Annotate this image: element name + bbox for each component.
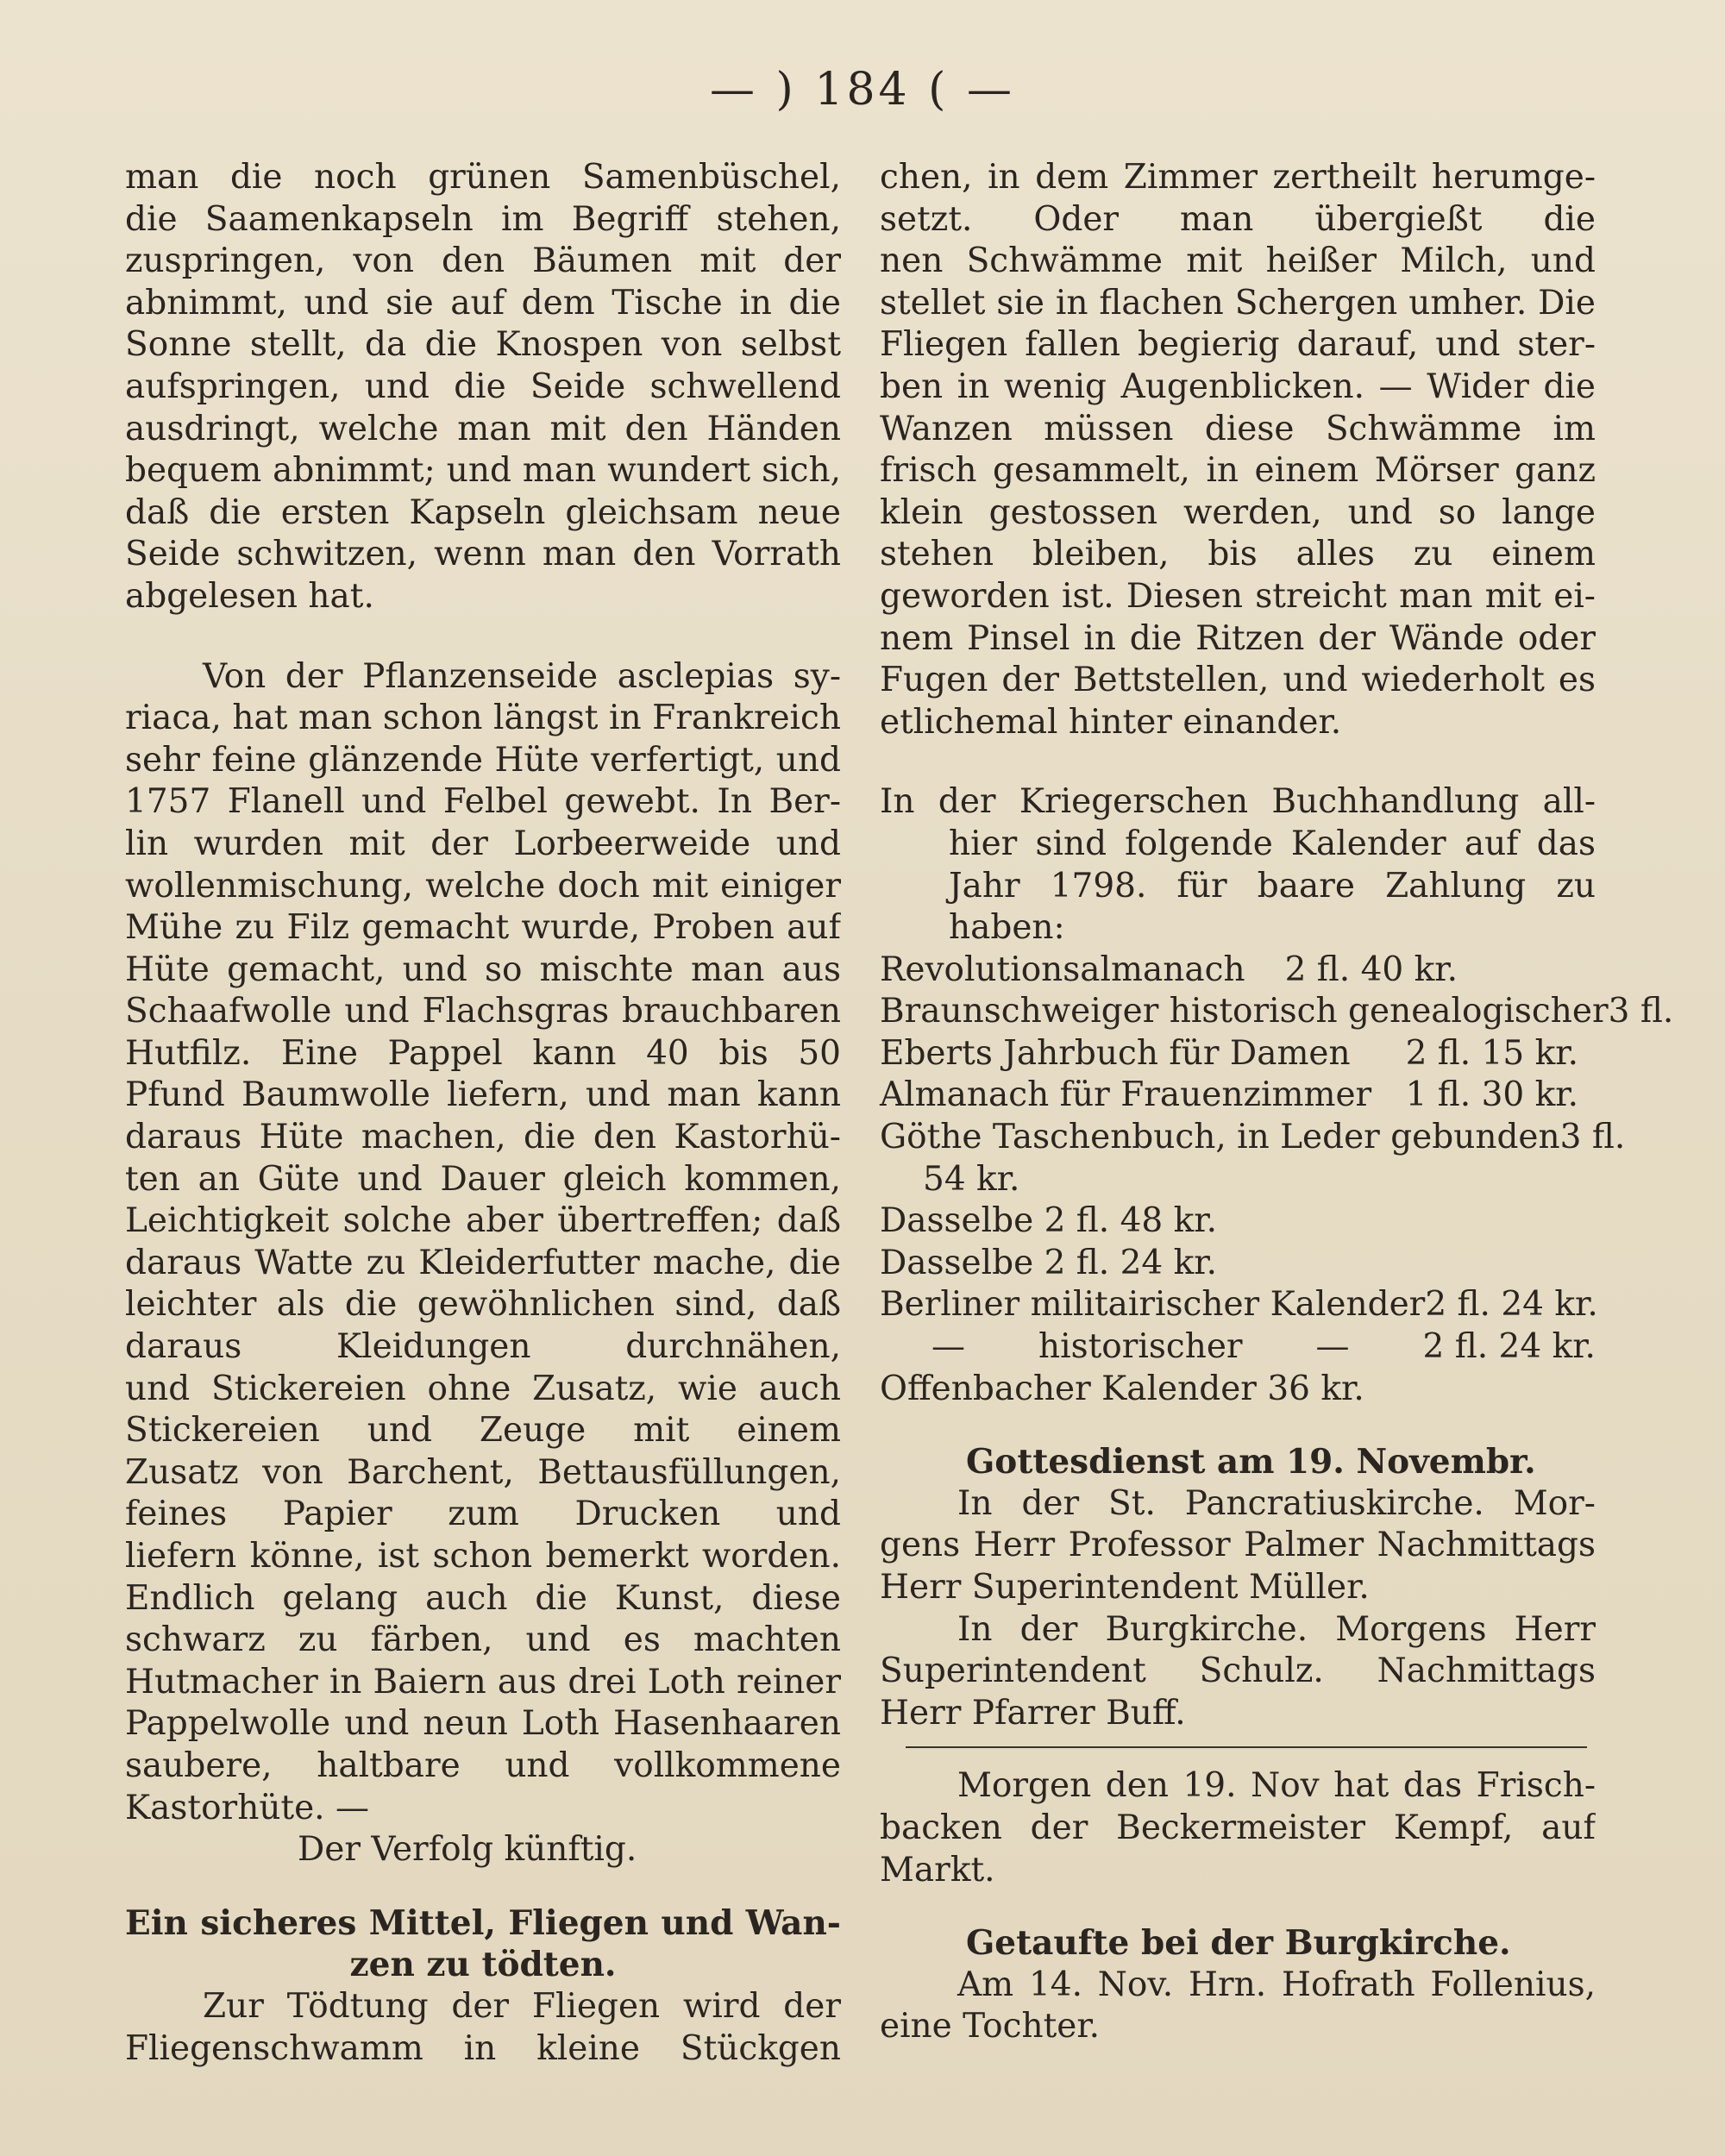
text-line: Zusatz von Barchent, Bettausfüllungen, (125, 1452, 841, 1492)
paragraph-seed-silk (125, 157, 841, 618)
calendar-name: Berliner militairischer Kalender (880, 1285, 1426, 1325)
text-line: wollenmischung, welche doch mit einiger (125, 866, 841, 906)
ditto-dash: — (932, 1327, 965, 1367)
continued-note: Der Verfolg künftig. (298, 1830, 637, 1870)
text-line: man die noch grünen Samenbüschel, (125, 158, 841, 197)
text-line: stehen bleiben, bis alles zu einem (880, 535, 1596, 574)
text-line: abnimmt, und sie auf dem Tische in die (125, 283, 841, 323)
calendar-name: historischer (1038, 1327, 1243, 1367)
text-line: ausdringt, welche man mit den Händen (125, 409, 841, 448)
text-line: und Stickereien ohne Zusatz, wie auch (125, 1369, 841, 1408)
baptized-heading: Getaufte bei der Burgkirche. (966, 1923, 1511, 1964)
text-line: Leichtigkeit solche aber übertreffen; daß (125, 1201, 841, 1241)
paragraph-flies (880, 157, 1596, 743)
right-column (880, 157, 1674, 2048)
text-line: daraus Watte zu Kleiderfutter mache, die (125, 1243, 841, 1282)
text-line: klein gestossen werden, und so lange (880, 492, 1596, 532)
article-heading: Ein sicheres Mittel, Fliegen und Wan- (125, 1902, 841, 1943)
text-line: nen Schwämme mit heißer Milch, und (880, 241, 1596, 281)
church-services (880, 1441, 1596, 1734)
text-line: liefern könne, ist schon bemerkt worden. (125, 1537, 841, 1576)
calendar-price: 2 fl. 24 kr. (1044, 1243, 1217, 1282)
calendar-item (880, 1243, 1596, 1285)
text-line: ben in wenig Augenblicken. — Wider die (880, 367, 1596, 406)
text-line: ten an Güte und Dauer gleich kommen, (125, 1159, 841, 1199)
text-line: Am 14. Nov. Hrn. Hofrath Follenius, (957, 1965, 1596, 2004)
text-line: Herr Superintendent Müller. (880, 1568, 1370, 1607)
text-line: Fugen der Bettstellen, und wiederholt es (880, 661, 1596, 700)
text-line: riaca, hat man schon längst in Frankreich (125, 699, 841, 738)
calendar-price: 36 kr. (1267, 1369, 1364, 1408)
text-line: daß die ersten Kapseln gleichsam neue (125, 492, 841, 532)
text-line: Sonne stellt, da die Knospen von selbst (125, 325, 841, 365)
text-line: 1757 Flanell und Felbel gewebt. In Ber- (125, 782, 841, 822)
calendar-item (880, 1369, 1596, 1411)
calendar-name: Eberts Jahrbuch für Damen (880, 1033, 1351, 1073)
calendar-name: Braunschweiger historisch genealogischer (880, 992, 1609, 1031)
text-line: Zur Tödtung der Fliegen wird der (203, 1986, 841, 2026)
calendar-name: Dasselbe (880, 1243, 1034, 1282)
ad-heading: In der Kriegerschen Buchhandlung all- (880, 782, 1596, 822)
calendar-name: Dasselbe (880, 1201, 1034, 1241)
text-line: saubere, haltbare und vollkommene (125, 1745, 841, 1785)
text-line: Seide schwitzen, wenn man den Vorrath (125, 535, 841, 574)
text-line: bequem abnimmt; und man wundert sich, (125, 451, 841, 491)
text-line: Fliegenschwamm in kleine Stückgen (125, 2028, 841, 2068)
text-line: haben: (949, 908, 1065, 948)
ditto-dash: — (1315, 1327, 1350, 1367)
calendar-item (880, 1033, 1596, 1075)
text-line: leichter als die gewöhnlichen sind, daß (125, 1285, 841, 1325)
calendar-price: 2 fl. 24 kr. (1425, 1285, 1598, 1325)
calendar-price: 3 fl. (1559, 1118, 1626, 1157)
text-line: lin wurden mit der Lorbeerweide und (125, 824, 841, 863)
calendar-price-cont: 54 kr. (923, 1159, 1020, 1199)
calendar-price: 2 fl. 24 kr. (1422, 1327, 1596, 1367)
text-line: Morgen den 19. Nov hat das Frisch- (957, 1766, 1596, 1806)
text-line: Hutmacher in Baiern aus drei Loth reiner (125, 1662, 841, 1702)
left-column (125, 157, 841, 2070)
text-line: Hüte gemacht, und so mischte man aus (125, 950, 841, 989)
calendar-item (880, 1117, 1626, 1159)
text-line: die Saamenkapseln im Begriff stehen, (125, 199, 841, 239)
text-line: Schaafwolle und Flachsgras brauchbaren (125, 992, 841, 1031)
article-heading-cont: zen zu tödten. (349, 1945, 617, 1985)
calendar-price: 2 fl. 48 kr. (1044, 1201, 1217, 1241)
text-line: aufspringen, und die Seide schwellend (125, 367, 841, 406)
text-line: Von der Pflanzenseide asclepias sy- (203, 656, 841, 696)
text-line: geworden ist. Diesen streicht man mit ei- (880, 576, 1596, 616)
text-line: daraus Kleidungen durchnähen, (125, 1327, 841, 1367)
text-line: Superintendent Schulz. Nachmittags (880, 1651, 1596, 1691)
calendar-item (880, 1075, 1596, 1117)
calendar-item (880, 991, 1674, 1033)
calendar-item (880, 950, 1596, 992)
text-line: Markt. (880, 1850, 995, 1890)
calendar-price: 3 fl. (1608, 992, 1674, 1031)
text-line: Fliegen fallen begierig darauf, und ster- (880, 325, 1596, 365)
text-line: Pfund Baumwolle liefern, und man kann (125, 1075, 841, 1115)
calendar-price: 2 fl. 40 kr. (1284, 950, 1458, 989)
calendar-name: Offenbacher Kalender (880, 1369, 1257, 1408)
calendar-item (880, 1326, 1596, 1369)
text-line: Herr Pfarrer Buff. (880, 1693, 1186, 1733)
text-line: daraus Hüte machen, die den Kastorhü- (125, 1118, 841, 1157)
bakery-notice (880, 1765, 1596, 1891)
text-line: etlichemal hinter einander. (880, 702, 1342, 742)
text-line: eine Tochter. (880, 2007, 1101, 2046)
text-line: Kastorhüte. — (125, 1788, 369, 1827)
text-line: chen, in dem Zimmer zertheilt herumge- (880, 158, 1596, 197)
text-line: Endlich gelang auch die Kunst, diese (125, 1578, 841, 1618)
service-heading: Gottesdienst am 19. Novembr. (966, 1442, 1536, 1482)
calendar-price: 1 fl. 30 kr. (1405, 1075, 1578, 1115)
text-line: Jahr 1798. für baare Zahlung zu (949, 866, 1596, 906)
text-line: gens Herr Professor Palmer Nachmittags (880, 1526, 1596, 1565)
text-line: stellet sie in flachen Schergen umher. Die (880, 283, 1596, 323)
text-line: In der St. Pancratiuskirche. Mor- (957, 1483, 1596, 1523)
text-line: Hutfilz. Eine Pappel kann 40 bis 50 (125, 1033, 841, 1073)
calendar-name: Almanach für Frauenzimmer (880, 1075, 1372, 1115)
text-line: In der Burgkirche. Morgens Herr (957, 1609, 1596, 1649)
text-line: zuspringen, von den Bäumen mit der (125, 241, 841, 281)
page-number: — ) 184 ( — (710, 64, 1015, 116)
calendar-price: 2 fl. 15 kr. (1405, 1033, 1578, 1073)
calendar-name: Göthe Taschenbuch, in Leder gebunden (880, 1118, 1560, 1157)
text-line: backen der Beckermeister Kempf, auf (880, 1808, 1596, 1847)
calendar-item (880, 1284, 1596, 1326)
text-line: Pappelwolle und neun Loth Hasenhaaren (125, 1704, 841, 1744)
separator-rule (906, 1746, 1587, 1748)
calendar-name: Revolutionsalmanach (880, 950, 1245, 989)
text-line: abgelesen hat. (125, 576, 374, 616)
text-line: hier sind folgende Kalender auf das (949, 824, 1596, 863)
text-line: schwarz zu färben, und es machten (125, 1620, 841, 1660)
baptisms (880, 1922, 1596, 2048)
text-line: Wanzen müssen diese Schwämme im (880, 409, 1596, 448)
text-line: Mühe zu Filz gemacht wurde, Proben auf (125, 908, 841, 948)
text-line: sehr feine glänzende Hüte verfertigt, und (125, 740, 841, 780)
text-line: Stickereien und Zeuge mit einem (125, 1411, 841, 1451)
calendar-item (880, 1200, 1596, 1243)
text-line: setzt. Oder man übergießt die (880, 199, 1596, 239)
text-line: frisch gesammelt, in einem Mörser ganz (880, 451, 1596, 491)
text-line: feines Papier zum Drucken und (125, 1495, 841, 1534)
paragraph-plant-silk (125, 656, 841, 1830)
bookshop-ad (880, 781, 1674, 1410)
text-line: nem Pinsel in die Ritzen der Wände oder (880, 618, 1596, 658)
